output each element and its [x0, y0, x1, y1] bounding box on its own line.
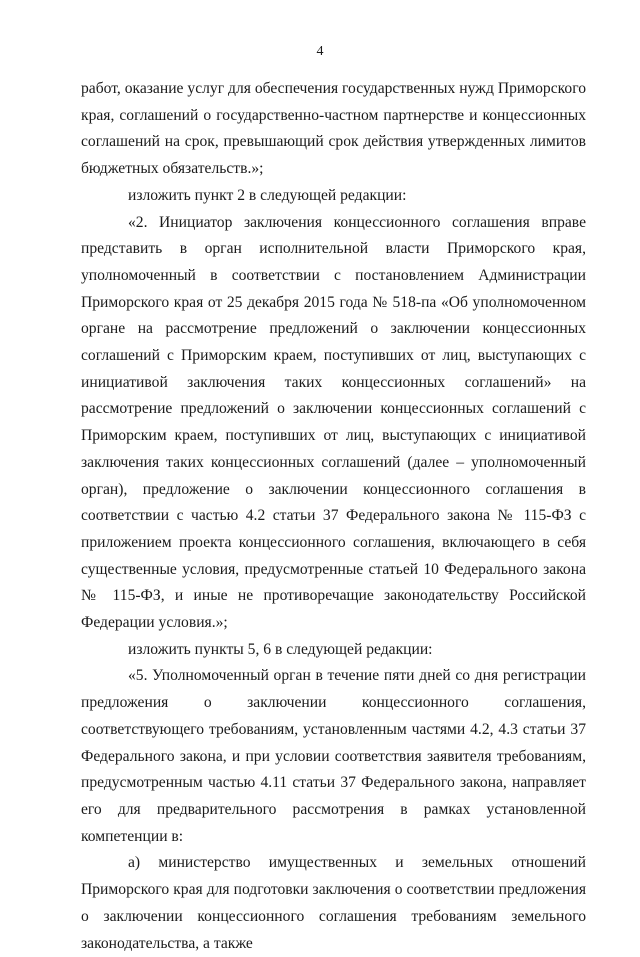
- paragraph-point-2: «2. Инициатор заключения концессионного соглашения вправе представить в орган исполнительной власти Приморского края, уполномоченный в соответствии с постановлением Администрации Приморского края от 25 декабря 2015 года № 518-па «Об уполномоченном органе на рассмотрение предложений о заключении концессионных соглашений с Приморским краем, поступивших от лиц, выступающих с инициативой заключения таких концессионных соглашений» на рассмотрение предложений о заключении концессионных соглашений с Приморским краем, поступивших от лиц, выступающих с инициативой заключения таких концессионных соглашений (далее – уполномоченный орган), предложение о заключении концессионного соглашения в соответствии с частью 4.2 статьи 37 Федерального закона № 115-ФЗ с приложением проекта концессионного соглашения, включающего в себя существенные условия, предусмотренные статьей 10 Федерального закона № 115-ФЗ, и иные не противоречащие законодательству Российской Федерации условия.»;: [81, 213, 586, 632]
- paragraph-subpoint-a: а) министерство имущественных и земельных отношений Приморского края для подготовки заключения о соответствии предложения о заключении концессионного соглашения требованиям земельного законодательства, а также: [81, 854, 586, 952]
- document-body: [81, 76, 586, 957]
- paragraph-amend-point-2: изложить пункт 2 в следующей редакции:: [128, 186, 407, 204]
- paragraph-point-5: «5. Уполномоченный орган в течение пяти дней со дня регистрации предложения о заключении концессионного соглашения, соответствующего требованиям, установленным частями 4.2, 4.3 статьи 37 Федерального закона, и при условии соответствия заявителя требованиям, предусмотренным частью 4.11 статьи 37 Федерального закона, направляет его для предварительного рассмотрения в рамках установленной компетенции в:: [81, 667, 586, 845]
- page-number: 4: [316, 44, 324, 59]
- paragraph-continuation: работ, оказание услуг для обеспечения государственных нужд Приморского края, соглашений о государственно-частном партнерстве и концессионных соглашений на срок, превышающий срок действия утвержденных лимитов бюджетных обязательств.»;: [81, 80, 586, 178]
- paragraph-amend-points-5-6: изложить пункты 5, 6 в следующей редакции:: [128, 640, 433, 658]
